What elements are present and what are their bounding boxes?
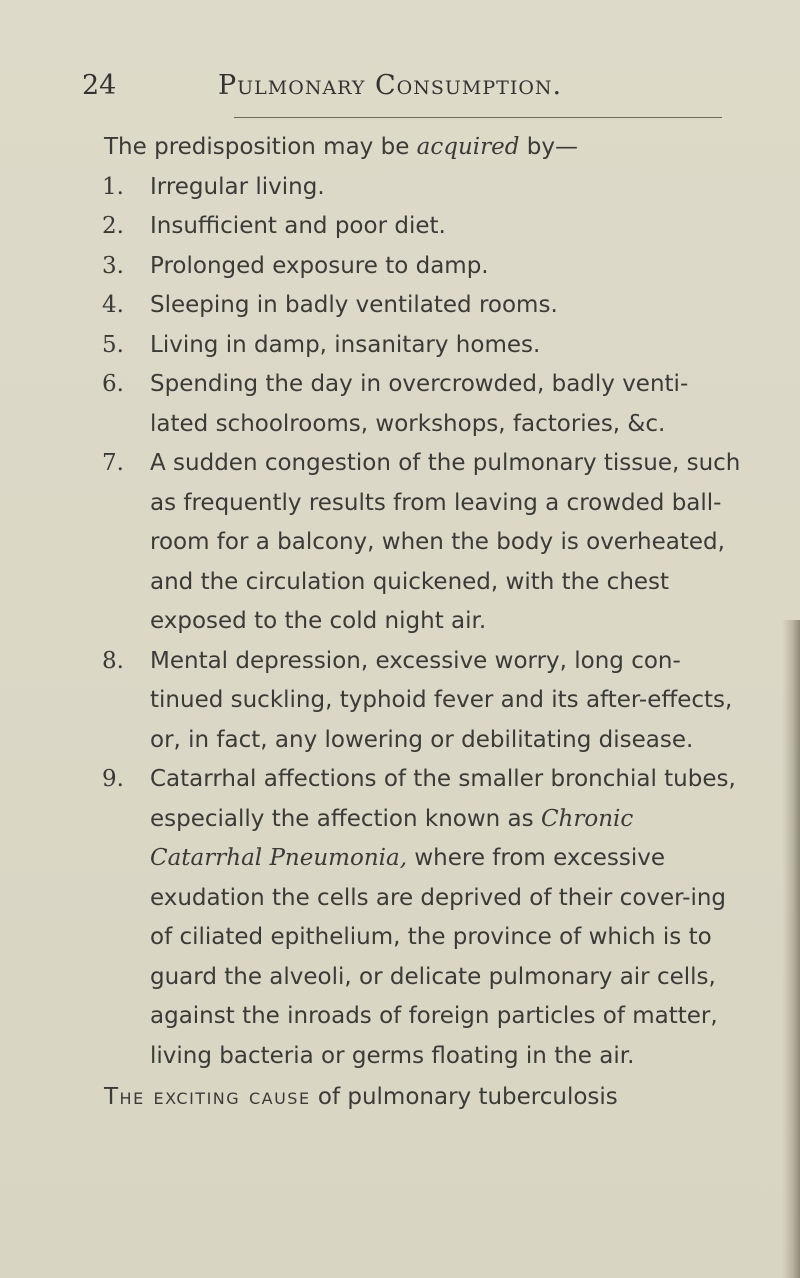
intro-after: by— [519,134,579,160]
header-rule [234,117,722,118]
list-item [102,247,744,287]
intro-emphasis: acquired [416,134,520,160]
item-emphasis: Chronic Catarrhal Pneumonia, [150,805,634,871]
item-text-before: Catarrhal affections of the smaller bronchial tubes, especially the affection known as [150,766,736,832]
item-number: 6. [102,371,124,397]
item-text [150,766,736,1069]
predisposition-list [104,168,744,1077]
closing-rest: of pulmonary tuberculosis [310,1084,618,1110]
item-number: 2. [102,213,124,239]
body-text [104,128,744,1118]
item-text: Spending the day in overcrowded, badly venti-lated schoolrooms, workshops, factories, &c. [150,371,689,437]
list-item [102,444,744,642]
page-header [0,70,800,110]
item-number: 9. [102,766,124,792]
list-item [102,760,744,1076]
item-number: 1. [102,173,124,200]
item-text: Prolonged exposure to damp. [150,252,489,279]
closing-smallcaps: The exciting cause [104,1084,311,1110]
list-item [102,168,744,208]
item-text: A sudden congestion of the pulmonary tissue, such as frequently results from leaving a crowded ball-room for a balcony, when the body is overheated, and the circulation quickened, with the chest exposed to the cold night air. [150,450,741,634]
list-item [102,207,744,247]
item-text: Sleeping in badly ventilated rooms. [150,292,558,318]
list-item [102,365,744,444]
closing-sentence [104,1078,744,1118]
intro-sentence [104,128,744,168]
list-item [102,286,744,326]
item-number: 5. [102,331,124,358]
page-number: 24 [82,70,117,101]
item-text: Irregular living. [150,173,325,200]
list-item [102,326,744,366]
item-number: 3. [102,252,124,279]
item-text-after: where from excessive exudation the cells are deprived of their cover-ing of ciliated epithelium, the province of which is to guard the alveoli, or delicate pulmonary air cells, against the inroads of foreign particles of matter, living bacteria or germs floating in the air. [150,845,727,1069]
running-title: Pulmonary Consumption. [218,70,563,101]
list-item [102,642,744,761]
item-number: 4. [102,292,124,318]
page-edge-shadow [782,620,800,1278]
item-number: 8. [102,647,124,674]
intro-before: The predisposition may be [104,134,417,160]
item-text: Mental depression, excessive worry, long con-tinued suckling, typhoid fever and its after-effects, or, in fact, any lowering or debilitating disease. [150,647,733,753]
item-text: Insufficient and poor diet. [150,213,446,239]
item-text: Living in damp, insanitary homes. [150,331,541,358]
item-number: 7. [102,450,124,476]
